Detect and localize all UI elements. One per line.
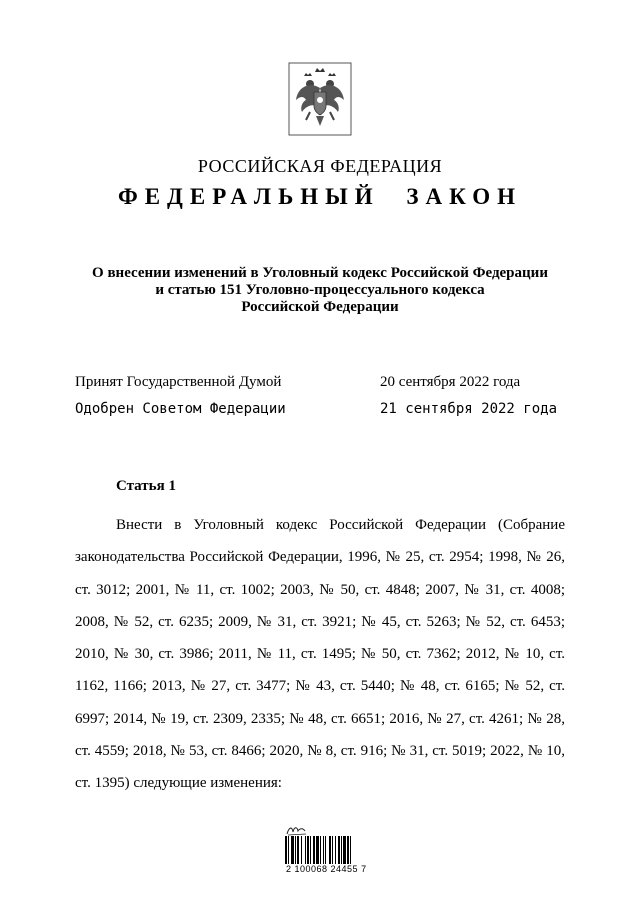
adoption-date: 20 сентября 2022 года (380, 374, 521, 390)
document-type: ФЕДЕРАЛЬНЫЙ ЗАКОН (117, 184, 523, 209)
country-name: РОССИЙСКАЯ ФЕДЕРАЦИЯ (197, 156, 443, 176)
adoption-label: Принят Государственной Думой (75, 374, 282, 390)
coat-of-arms-emblem (288, 62, 352, 136)
handwritten-initials (285, 823, 309, 837)
approval-date: 21 сентября 2022 года (380, 401, 558, 417)
barcode-number: 2 100068 24455 7 (286, 864, 367, 874)
article-body (75, 509, 565, 800)
law-title-line: и статью 151 Уголовно-процессуального кодекса (155, 282, 485, 298)
law-title-line: Российской Федерации (241, 299, 399, 315)
article-paragraph: Внести в Уголовный кодекс Российской Федерации (Собрание законодательства Российской Федерации, 1996, № 25, ст. 2954; 1998, № 26, ст. 3012; 2001, № 11, ст. 1002; 2003, № 50, ст. 4848; 2007, № 31, ст. 4008; 2008, № 52, ст. 6235; 2009, № 31, ст. 3921; № 45, ст. 5263; № 52, ст. 6453; 2010, № 30, ст. 3986; 2011, № 11, ст. 1495; № 50, ст. 7362; 2012, № 10, ст. 1162, 1166; 2013, № 27, ст. 3477; № 43, ст. 5440; № 48, ст. 6165; № 52, ст. 6997; 2014, № 19, ст. 2309, 2335; № 48, ст. 6651; 2016, № 27, ст. 4261; № 28, ст. 4559; 2018, № 53, ст. 8466; 2020, № 8, ст. 916; № 31, ст. 5019; 2022, № 10, ст. 1395) следующие изменения: (75, 517, 565, 792)
adoption-row-duma (75, 374, 585, 391)
adoption-row-council (75, 401, 585, 417)
approval-label: Одобрен Советом Федерации (75, 401, 286, 417)
law-title (0, 265, 640, 316)
barcode (284, 836, 362, 864)
law-title-line: О внесении изменений в Уголовный кодекс Российской Федерации (92, 265, 548, 281)
article-heading: Статья 1 (116, 478, 176, 494)
